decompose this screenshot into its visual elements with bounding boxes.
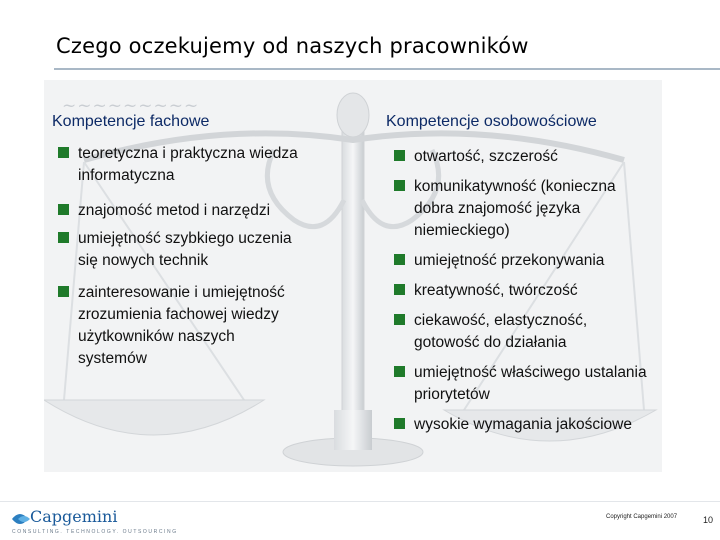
copyright-text: Copyright Capgemini 2007 — [606, 514, 678, 520]
list-item — [392, 414, 652, 436]
logo-wordmark: Capgemini — [30, 507, 118, 526]
list-item-text: teoretyczna i praktyczna wiedza informatyczna — [78, 145, 298, 184]
list-item — [56, 282, 306, 370]
decorative-ghost-text: ~~~~~~~~~ — [62, 96, 200, 116]
list-item-text: umiejętność właściwego ustalania priorytetów — [414, 364, 647, 403]
list-item — [56, 228, 306, 272]
list-item — [392, 362, 652, 406]
bullet-square-icon — [394, 150, 405, 161]
list-item-text: znajomość metod i narzędzi — [78, 202, 271, 219]
bullet-square-icon — [58, 147, 69, 158]
list-item — [392, 146, 652, 168]
list-item — [56, 200, 306, 222]
page-number: 10 — [703, 515, 714, 525]
right-column-heading: Kompetencje osobowościowe — [386, 113, 597, 130]
left-bullet-list — [56, 143, 306, 370]
list-item — [392, 250, 652, 272]
list-item-text: zainteresowanie i umiejętność zrozumienia fachowej wiedzy użytkowników naszych systemów — [78, 284, 285, 367]
list-item-text: wysokie wymagania jakościowe — [414, 416, 632, 433]
right-bullet-list — [392, 146, 652, 436]
bullet-square-icon — [394, 284, 405, 295]
bullet-square-icon — [394, 314, 405, 325]
list-item-text: umiejętność szybkiego uczenia się nowych technik — [78, 230, 292, 269]
list-item-text: kreatywność, twórczość — [414, 282, 578, 299]
bullet-square-icon — [58, 232, 69, 243]
bullet-square-icon — [394, 254, 405, 265]
bullet-square-icon — [58, 204, 69, 215]
slide-title: Czego oczekujemy od naszych pracowników — [56, 34, 529, 58]
list-item-text: komunikatywność (konieczna dobra znajomość języka niemieckiego) — [414, 178, 616, 239]
bullet-square-icon — [58, 286, 69, 297]
left-column-heading: Kompetencje fachowe — [52, 113, 210, 130]
bullet-square-icon — [394, 418, 405, 429]
list-item — [392, 176, 652, 242]
bullet-square-icon — [394, 366, 405, 377]
logo-tagline: CONSULTING. TECHNOLOGY. OUTSOURCING — [12, 529, 178, 535]
bullet-square-icon — [394, 180, 405, 191]
list-item-text: umiejętność przekonywania — [414, 252, 605, 269]
footer-divider — [0, 501, 720, 502]
list-item — [392, 310, 652, 354]
list-item-text: ciekawość, elastyczność, gotowość do działania — [414, 312, 588, 351]
list-item-text: otwartość, szczerość — [414, 148, 558, 165]
title-divider — [54, 68, 720, 70]
list-item — [392, 280, 652, 302]
list-item — [56, 143, 306, 187]
